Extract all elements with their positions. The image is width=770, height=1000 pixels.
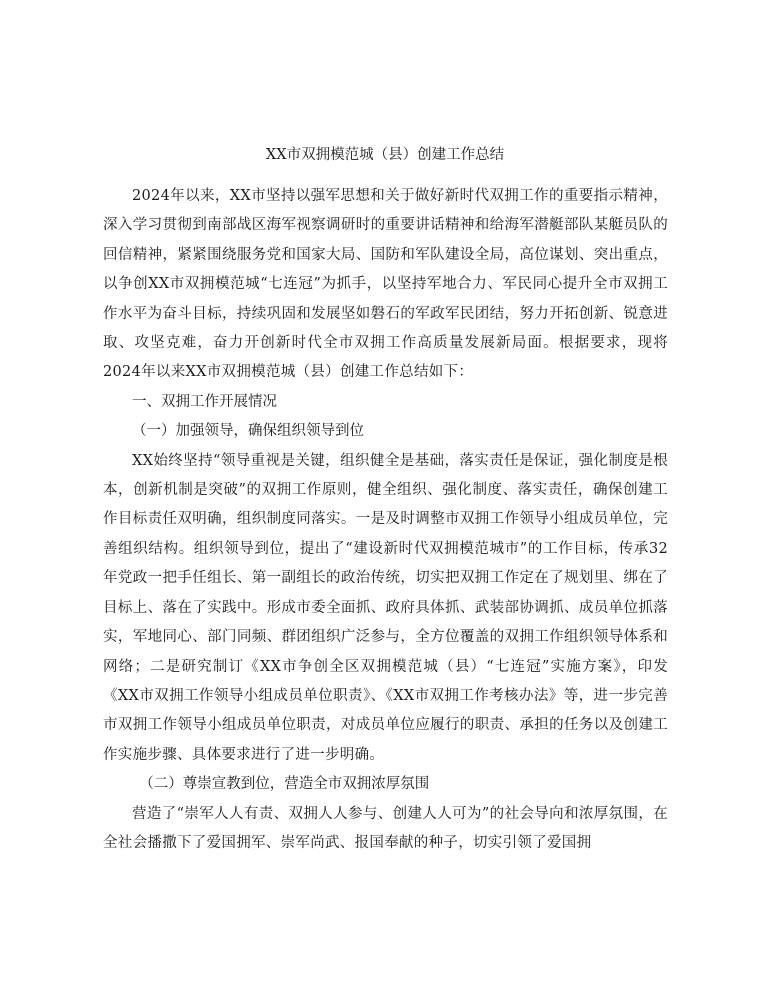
subsection-heading-2: （二）尊崇宣教到位，营造全市双拥浓厚氛围 [139,776,430,793]
subsection-2-paragraph: 营造了“崇军人人有责、双拥人人参与、创建人人可为”的社会导向和浓厚氛围，在全社会播撒下了爱国拥军、崇军尚武、报国奉献的种子，切实引领了爱国拥 [103,805,668,851]
document-body [103,182,668,858]
subsection-heading-1: （一）加强领导，确保组织领导到位 [132,423,364,440]
subsection-1-paragraph: XX始终坚持“领导重视是关键，组织健全是基础，落实责任是保证，强化制度是根本，创新机制是突破”的双拥工作原则，健全组织、强化制度、落实责任，确保创建工作目标责任双明确，组织制度同落实。一是及时调整市双拥工作领导小组成员单位，完善组织结构。组织领导到位，提出了“建设新时代双拥模范城市”的工作目标，传承32年党政一把手任组长、第一副组长的政治传统，切实把双拥工作定在了规划里、绑在了目标上、落在了实践中。形成市委全面抓、政府具体抓、武装部协调抓、成员单位抓落实，军地同心、部门同频、群团组织广泛参与，全方位覆盖的双拥工作组织领导体系和网络；二是研究制订《XX市争创全区双拥模范城（县）“七连冠”实施方案》，印发《XX市双拥工作领导小组成员单位职责》、《XX市双拥工作考核办法》等，进一步完善市双拥工作领导小组成员单位职责，对成员单位应履行的职责、承担的任务以及创建工作实施步骤、具体要求进行了进一步明确。 [103,452,668,763]
intro-paragraph: 2024年以来，XX市坚持以强军思想和关于做好新时代双拥工作的重要指示精神，深入学习贯彻到南部战区海军视察调研时的重要讲话精神和给海军潜艇部队某艇员队的回信精神，紧紧围绕服务党和国家大局、国防和军队建设全局，高位谋划、突出重点，以争创XX市双拥模范城“七连冠”为抓手，以坚持军地合力、军民同心提升全市双拥工作水平为奋斗目标，持续巩固和发展坚如磐石的军政军民团结，努力开拓创新、锐意进取、攻坚克难，奋力开创新时代全市双拥工作高质量发展新局面。根据要求，现将2024年以来XX市双拥模范城（县）创建工作总结如下： [103,188,668,381]
section-heading-1: 一、双拥工作开展情况 [132,393,277,410]
document-title: XX市双拥模范城（县）创建工作总结 [265,147,505,163]
